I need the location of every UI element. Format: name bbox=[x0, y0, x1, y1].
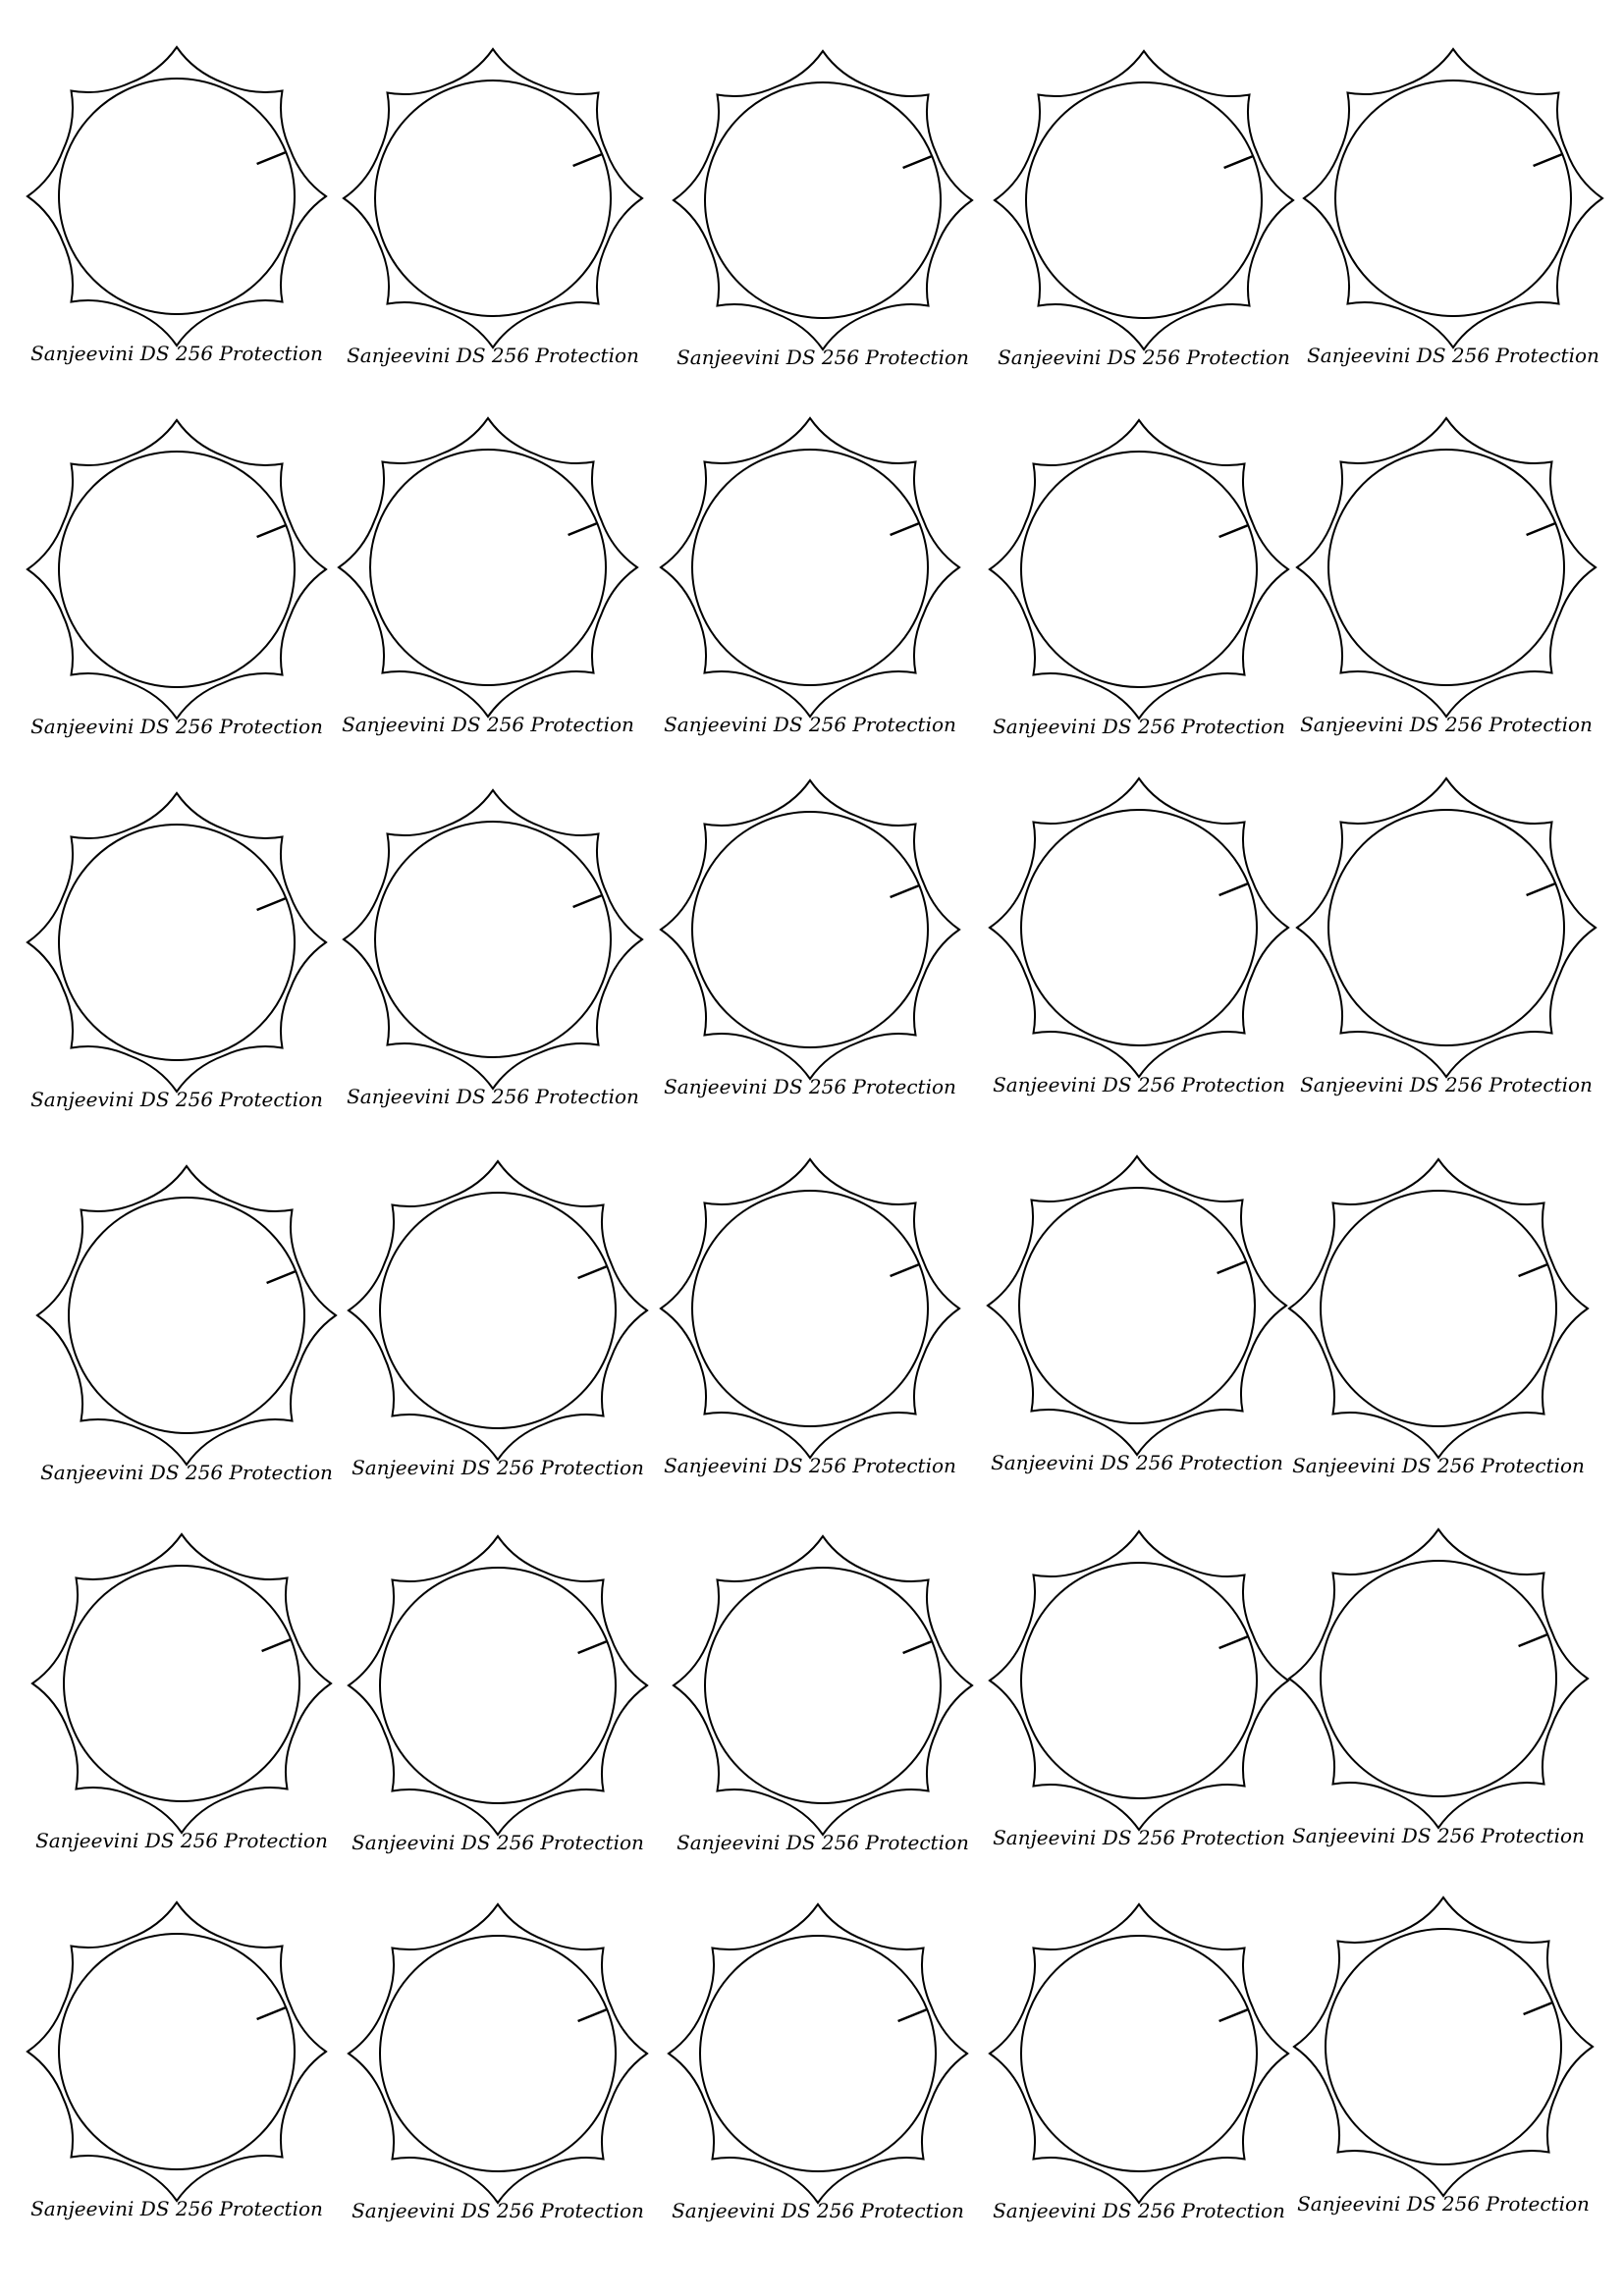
inner-circle bbox=[59, 825, 295, 1060]
card-caption: Sanjeevini DS 256 Protection bbox=[1297, 2192, 1590, 2216]
card-caption: Sanjeevini DS 256 Protection bbox=[993, 715, 1285, 738]
mandala-symbol bbox=[663, 782, 957, 1077]
mandala-symbol bbox=[351, 1906, 645, 2201]
inner-circle bbox=[1328, 450, 1564, 685]
card-caption: Sanjeevini DS 256 Protection bbox=[352, 1456, 644, 1479]
protection-card bbox=[1299, 780, 1594, 1114]
protection-card bbox=[29, 795, 324, 1129]
mandala-symbol bbox=[351, 1538, 645, 1833]
card-caption: Sanjeevini DS 256 Protection bbox=[672, 2199, 964, 2222]
inner-circle bbox=[1326, 1929, 1561, 2164]
protection-card bbox=[341, 420, 635, 754]
card-caption: Sanjeevini DS 256 Protection bbox=[1307, 344, 1599, 367]
protection-card bbox=[676, 53, 970, 387]
card-caption: Sanjeevini DS 256 Protection bbox=[677, 1831, 969, 1854]
protection-card bbox=[29, 49, 324, 383]
protection-card bbox=[29, 422, 324, 756]
card-caption: Sanjeevini DS 256 Protection bbox=[993, 1826, 1285, 1849]
mandala-symbol bbox=[346, 792, 640, 1087]
inner-circle bbox=[1021, 452, 1257, 687]
inner-circle bbox=[59, 452, 295, 687]
inner-circle bbox=[1021, 810, 1257, 1045]
mandala-symbol bbox=[351, 1163, 645, 1458]
card-caption: Sanjeevini DS 256 Protection bbox=[40, 1461, 333, 1484]
mandala-symbol bbox=[663, 1161, 957, 1456]
mandala-symbol bbox=[663, 420, 957, 715]
card-caption: Sanjeevini DS 256 Protection bbox=[664, 1454, 956, 1477]
protection-card bbox=[351, 1163, 645, 1497]
protection-card bbox=[1306, 51, 1600, 385]
mandala-symbol bbox=[34, 1536, 329, 1831]
card-caption: Sanjeevini DS 256 Protection bbox=[1300, 1073, 1593, 1096]
inner-circle bbox=[705, 1568, 941, 1803]
mandala-symbol bbox=[29, 1904, 324, 2199]
inner-circle bbox=[692, 812, 928, 1047]
mandala-symbol bbox=[346, 51, 640, 346]
protection-card bbox=[671, 1906, 965, 2240]
mandala-symbol bbox=[671, 1906, 965, 2201]
protection-card bbox=[346, 51, 640, 385]
mandala-symbol bbox=[29, 795, 324, 1090]
protection-card bbox=[663, 420, 957, 754]
mandala-symbol bbox=[1299, 420, 1594, 715]
inner-circle bbox=[1019, 1188, 1255, 1423]
inner-circle bbox=[1321, 1191, 1556, 1426]
inner-circle bbox=[1021, 1563, 1257, 1798]
mandala-symbol bbox=[992, 422, 1286, 717]
inner-circle bbox=[370, 450, 606, 685]
mandala-symbol bbox=[341, 420, 635, 715]
mandala-symbol bbox=[676, 53, 970, 347]
card-caption: Sanjeevini DS 256 Protection bbox=[30, 2197, 323, 2220]
protection-card bbox=[1296, 1899, 1591, 2233]
protection-card bbox=[990, 1158, 1284, 1492]
card-caption: Sanjeevini DS 256 Protection bbox=[1292, 1824, 1585, 1847]
inner-circle bbox=[692, 450, 928, 685]
protection-card bbox=[663, 782, 957, 1116]
inner-circle bbox=[59, 1934, 295, 2169]
mandala-symbol bbox=[1291, 1531, 1586, 1826]
mandala-symbol bbox=[29, 49, 324, 344]
inner-circle bbox=[700, 1936, 936, 2171]
card-caption: Sanjeevini DS 256 Protection bbox=[352, 1831, 644, 1854]
card-caption: Sanjeevini DS 256 Protection bbox=[664, 713, 956, 736]
card-caption: Sanjeevini DS 256 Protection bbox=[347, 344, 639, 367]
card-caption: Sanjeevini DS 256 Protection bbox=[991, 1451, 1283, 1474]
protection-card bbox=[1299, 420, 1594, 754]
protection-card bbox=[1291, 1161, 1586, 1495]
card-caption: Sanjeevini DS 256 Protection bbox=[993, 2199, 1285, 2222]
inner-circle bbox=[380, 1936, 616, 2171]
card-caption: Sanjeevini DS 256 Protection bbox=[664, 1075, 956, 1098]
card-caption: Sanjeevini DS 256 Protection bbox=[352, 2199, 644, 2222]
inner-circle bbox=[705, 82, 941, 318]
protection-card bbox=[992, 780, 1286, 1114]
inner-circle bbox=[1026, 82, 1262, 318]
protection-card bbox=[663, 1161, 957, 1495]
mandala-symbol bbox=[992, 1906, 1286, 2201]
inner-circle bbox=[692, 1191, 928, 1426]
inner-circle bbox=[375, 80, 611, 316]
mandala-symbol bbox=[997, 53, 1291, 347]
card-caption: Sanjeevini DS 256 Protection bbox=[30, 342, 323, 365]
card-caption: Sanjeevini DS 256 Protection bbox=[1300, 713, 1593, 736]
inner-circle bbox=[69, 1198, 304, 1433]
card-caption: Sanjeevini DS 256 Protection bbox=[30, 1088, 323, 1111]
mandala-symbol bbox=[1306, 51, 1600, 346]
mandala-symbol bbox=[1299, 780, 1594, 1075]
card-caption: Sanjeevini DS 256 Protection bbox=[677, 346, 969, 369]
mandala-symbol bbox=[1296, 1899, 1591, 2194]
mandala-symbol bbox=[39, 1168, 334, 1463]
inner-circle bbox=[59, 79, 295, 314]
inner-circle bbox=[1321, 1561, 1556, 1796]
card-caption: Sanjeevini DS 256 Protection bbox=[35, 1829, 328, 1852]
mandala-symbol bbox=[992, 1533, 1286, 1828]
protection-card bbox=[992, 1533, 1286, 1867]
mandala-symbol bbox=[1291, 1161, 1586, 1456]
protection-card bbox=[29, 1904, 324, 2238]
card-caption: Sanjeevini DS 256 Protection bbox=[1292, 1454, 1585, 1477]
mandala-symbol bbox=[676, 1538, 970, 1833]
protection-card bbox=[34, 1536, 329, 1870]
mandala-symbol bbox=[992, 780, 1286, 1075]
protection-card bbox=[351, 1538, 645, 1872]
protection-card bbox=[676, 1538, 970, 1872]
card-caption: Sanjeevini DS 256 Protection bbox=[30, 715, 323, 738]
inner-circle bbox=[64, 1566, 299, 1801]
protection-card bbox=[1291, 1531, 1586, 1865]
protection-card bbox=[351, 1906, 645, 2240]
card-caption: Sanjeevini DS 256 Protection bbox=[998, 346, 1290, 369]
inner-circle bbox=[380, 1568, 616, 1803]
mandala-symbol bbox=[29, 422, 324, 717]
protection-card bbox=[39, 1168, 334, 1502]
inner-circle bbox=[1335, 80, 1571, 316]
card-caption: Sanjeevini DS 256 Protection bbox=[993, 1073, 1285, 1096]
mandala-symbol bbox=[990, 1158, 1284, 1453]
card-caption: Sanjeevini DS 256 Protection bbox=[342, 713, 634, 736]
inner-circle bbox=[1328, 810, 1564, 1045]
protection-card bbox=[992, 422, 1286, 756]
protection-card bbox=[992, 1906, 1286, 2240]
protection-card bbox=[997, 53, 1291, 387]
inner-circle bbox=[375, 822, 611, 1057]
inner-circle bbox=[1021, 1936, 1257, 2171]
protection-card bbox=[346, 792, 640, 1126]
inner-circle bbox=[380, 1193, 616, 1428]
card-caption: Sanjeevini DS 256 Protection bbox=[347, 1085, 639, 1108]
